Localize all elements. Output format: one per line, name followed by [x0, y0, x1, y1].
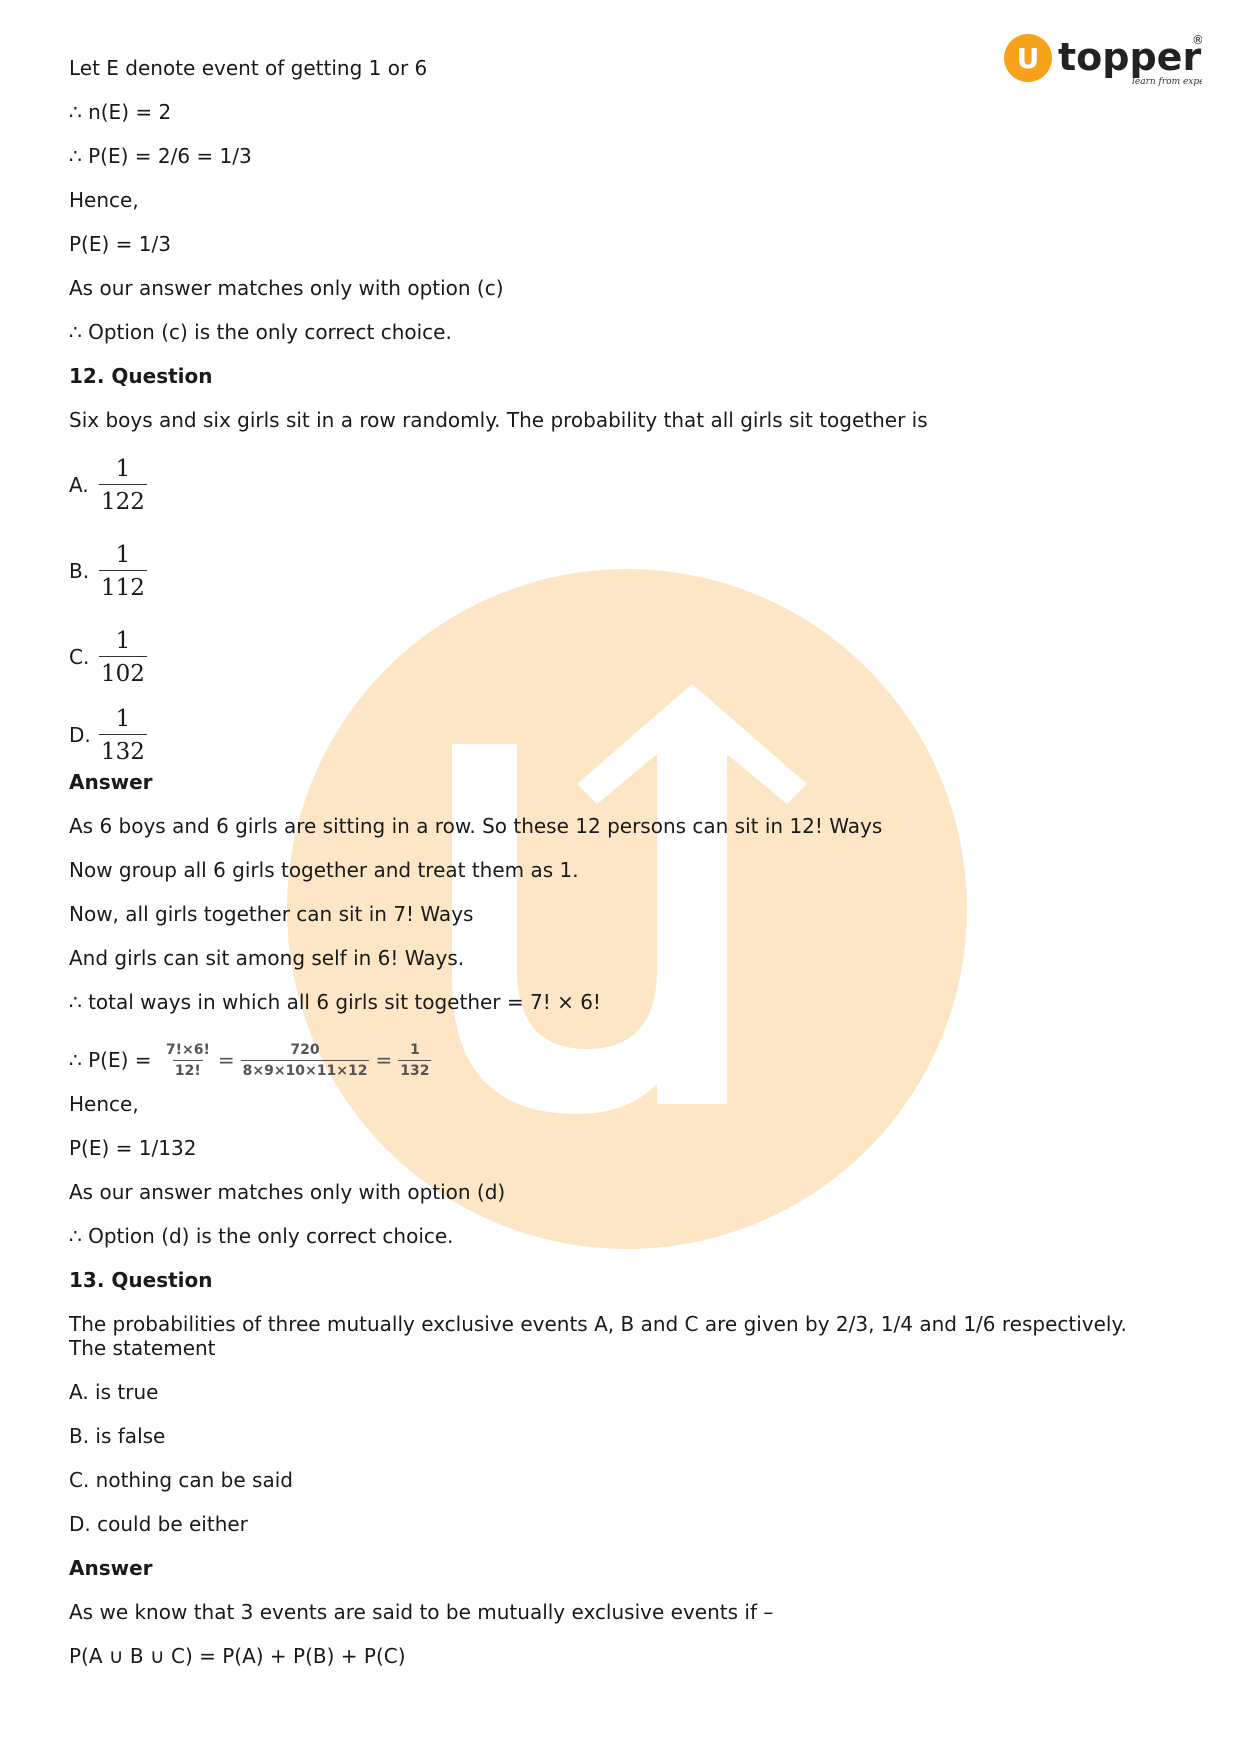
option-item: C. nothing can be said	[69, 1468, 293, 1492]
equation-fraction: $\frac{7!\times 6!}{12!}$	[165, 1041, 210, 1079]
option-label: D.	[69, 723, 91, 747]
text-line: As our answer matches only with option (c)	[69, 276, 504, 300]
answer-line: P(A ∪ B ∪ C) = P(A) + P(B) + P(C)	[69, 1644, 406, 1668]
document-body	[69, 56, 1169, 1688]
text-line: P(E) = 1/3	[69, 232, 171, 256]
answer-line: ∴ total ways in which all 6 girls sit together = 7! × 6!	[69, 990, 601, 1014]
question-heading: 12. Question	[69, 364, 213, 388]
option-item: D. could be either	[69, 1512, 248, 1536]
text-line: ∴ P(E) = 2/6 = 1/3	[69, 144, 252, 168]
option-fraction: $\frac{1}{122}$	[99, 454, 147, 519]
answer-line: Now group all 6 girls together and treat them as 1.	[69, 858, 579, 882]
option-fraction: $\frac{1}{102}$	[99, 626, 147, 691]
toppr-logo	[1002, 30, 1202, 92]
probability-equation: ∴ P(E) = $\frac{7!\times 6!}{12!}$ = $\frac{720}{8\times 9\times 10\times 11\times 12}$ = $\frac{1}{132}$	[69, 1041, 430, 1079]
option-fraction: $\frac{1}{112}$	[99, 540, 147, 605]
option-item: A. is true	[69, 1380, 159, 1404]
option-fraction: $\frac{1}{132}$	[99, 704, 147, 769]
text-line: ∴ Option (c) is the only correct choice.	[69, 320, 452, 344]
answer-heading: Answer	[69, 1556, 153, 1580]
svg-text:learn from experts: learn from exp	[1132, 77, 1200, 87]
text-line: Hence,	[69, 188, 139, 212]
option-item: B. is false	[69, 1424, 166, 1448]
answer-line: And girls can sit among self in 6! Ways.	[69, 946, 465, 970]
svg-text:topper: topper	[1058, 35, 1202, 79]
answer-line: Now, all girls together can sit in 7! Ways	[69, 902, 474, 926]
svg-text:®: ®	[1192, 33, 1202, 47]
question-text: The probabilities of three mutually exclusive events A, B and C are given by 2/3, 1/4 and 1/6 respectively. The statement	[69, 1312, 1127, 1360]
option-c	[69, 614, 1169, 700]
text-line: P(E) = 1/132	[69, 1136, 197, 1160]
text-line: ∴ Option (d) is the only correct choice.	[69, 1224, 454, 1248]
option-b	[69, 528, 1169, 614]
option-label: A.	[69, 473, 89, 497]
text-line: Let E denote event of getting 1 or 6	[69, 56, 428, 80]
answer-line: As 6 boys and 6 girls are sitting in a row. So these 12 persons can sit in 12! Ways	[69, 814, 883, 838]
answer-line: As we know that 3 events are said to be mutually exclusive events if –	[69, 1600, 774, 1624]
text-line: As our answer matches only with option (d)	[69, 1180, 506, 1204]
question-text: Six boys and six girls sit in a row randomly. The probability that all girls sit together is	[69, 408, 928, 432]
text-line: ∴ n(E) = 2	[69, 100, 172, 124]
svg-text:U: U	[1016, 42, 1040, 75]
option-label: C.	[69, 645, 90, 669]
option-a	[69, 442, 1169, 528]
option-d	[69, 700, 1169, 770]
text-line: Hence,	[69, 1092, 139, 1116]
equation-fraction: $\frac{1}{132}$	[400, 1041, 430, 1079]
option-label: B.	[69, 559, 90, 583]
answer-heading: Answer	[69, 770, 153, 794]
equation-fraction: $\frac{720}{8\times 9\times 10\times 11\times 12}$	[242, 1041, 368, 1079]
question-heading: 13. Question	[69, 1268, 213, 1292]
